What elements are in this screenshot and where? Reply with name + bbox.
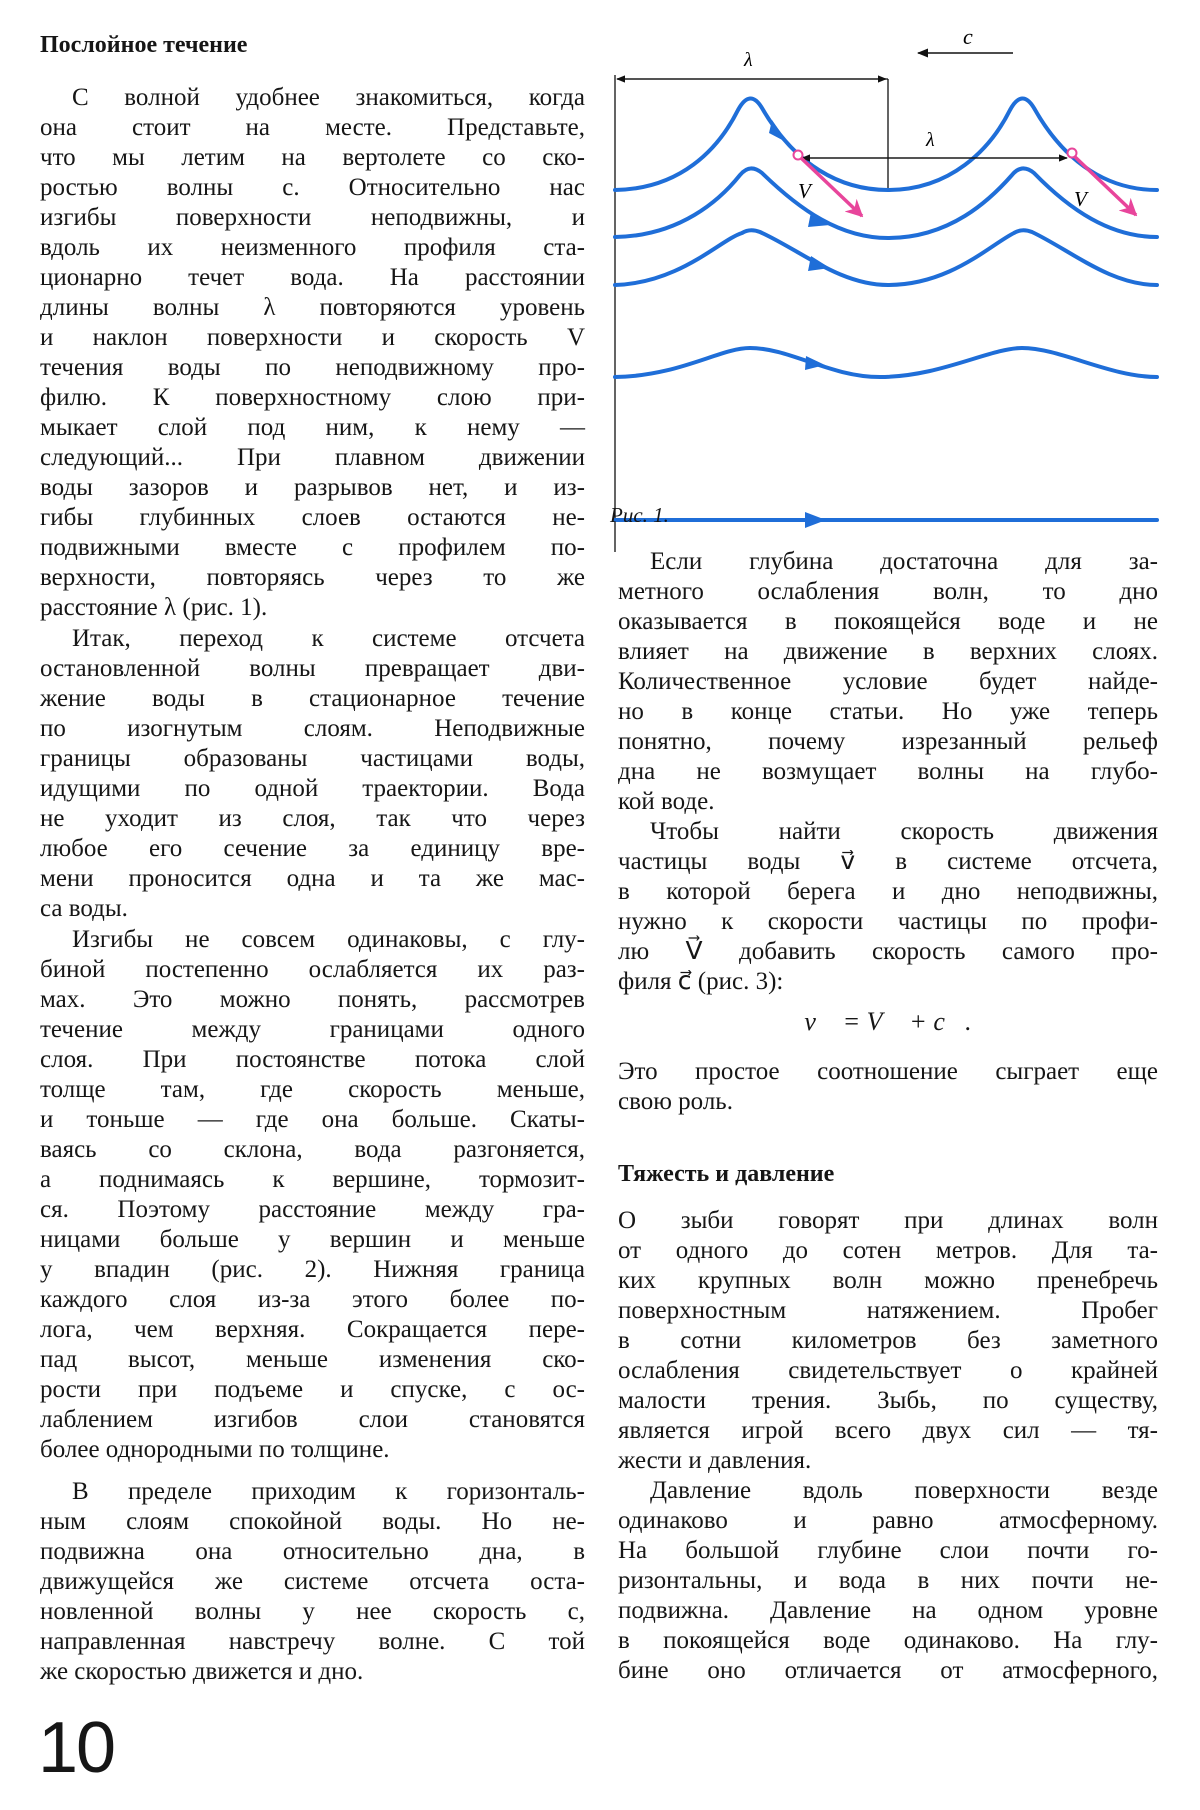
streamline-surface	[615, 98, 1157, 190]
text-line: и наклон поверхности и скорость V	[40, 324, 585, 351]
text-line: филя c⃗ (рис. 3):	[618, 968, 784, 995]
text-line: в которой берега и дно неподвижны,	[618, 878, 1158, 905]
text-line: Давление вдоль поверхности везде	[650, 1477, 1158, 1504]
text-line: изгибы поверхности неподвижны, и	[40, 204, 585, 231]
text-line: а поднимаясь к вершине, тормозит-	[40, 1166, 585, 1193]
text-line: течения воды по неподвижному про-	[40, 354, 585, 381]
figure-caption: Рис. 1.	[610, 503, 669, 527]
page-number: 10	[38, 1708, 115, 1788]
text-line: В пределе приходим к горизонталь-	[72, 1478, 585, 1505]
flow-arrowhead	[805, 512, 826, 528]
text-line: О зыби говорят при длинах волн	[618, 1207, 1158, 1234]
text-line: что мы летим на вертолете со ско-	[40, 144, 585, 171]
text-line: у впадин (рис. 2). Нижняя граница	[40, 1256, 585, 1283]
text-line: Это простое соотношение сыграет еще	[618, 1058, 1158, 1085]
paragraph	[618, 1206, 1158, 1476]
text-line: мени проносится одна и та же мас-	[40, 865, 585, 892]
particle-marker	[1068, 149, 1077, 158]
text-line: вдоль их неизменного профиля ста-	[40, 234, 585, 261]
paragraph	[40, 925, 585, 1465]
text-line: же скоростью движется и дно.	[40, 1658, 364, 1685]
text-line: ких крупных волн можно пренебречь	[618, 1267, 1158, 1294]
text-line: понятно, почему изрезанный рельеф	[618, 728, 1158, 755]
text-line: подвижна она относительно дна, в	[40, 1538, 585, 1565]
text-line: ваясь со склона, вода разгоняется,	[40, 1136, 585, 1163]
text-line: в сотни километров без заметного	[618, 1327, 1158, 1354]
text-line: свою роль.	[618, 1088, 733, 1115]
text-line: нужно к скорости частицы по профи-	[618, 908, 1158, 935]
text-line: биной постепенно ослабляется их раз-	[40, 956, 585, 983]
text-line: поверхностным натяжением. Пробег	[618, 1297, 1158, 1324]
text-line: не уходит из слоя, так что через	[40, 805, 585, 832]
text-line: лю V⃗ добавить скорость самого про-	[618, 938, 1158, 965]
text-line: ционарно течет вода. На расстоянии	[40, 264, 585, 291]
text-line: воды зазоров и разрывов нет, и из-	[40, 474, 585, 501]
text-line: С волной удобнее знакомиться, когда	[72, 84, 585, 111]
text-line: следующий... При плавном движении	[40, 444, 585, 471]
text-line: На большой глубине слои почти го-	[618, 1537, 1158, 1564]
text-line: в покоящейся воде одинаково. На глу-	[618, 1627, 1158, 1654]
paragraph	[40, 624, 585, 924]
text-line: по изогнутым слоям. Неподвижные	[40, 715, 585, 742]
text-line: течение между границами одного	[40, 1016, 585, 1043]
velocity-label: V	[798, 179, 811, 203]
text-line: границы образованы частицами воды,	[40, 745, 585, 772]
figure-streamlines	[0, 0, 1200, 560]
text-line: от одного до сотен метров. Для та-	[618, 1237, 1158, 1264]
text-line: малости трения. Зыбь, по существу,	[618, 1387, 1158, 1414]
text-line: лаблением изгибов слои становятся	[40, 1406, 585, 1433]
text-line: пад высот, меньше изменения ско-	[40, 1346, 585, 1373]
text-line: слоя. При постоянстве потока слой	[40, 1046, 585, 1073]
section-heading-layered-flow: Послойное течение	[40, 32, 248, 58]
text-line: остановленной волны превращает дви-	[40, 655, 585, 682]
text-line: Количественное условие будет найде-	[618, 668, 1158, 695]
text-line: гибы глубинных слоев остаются не-	[40, 504, 585, 531]
text-line: одинаково и равно атмосферному.	[618, 1507, 1158, 1534]
paragraph	[40, 1477, 585, 1687]
text-line: но в конце статьи. Но уже теперь	[618, 698, 1158, 725]
text-line: влияет на движение в верхних слоях.	[618, 638, 1158, 665]
text-line: любое его сечение за единицу вре-	[40, 835, 585, 862]
text-line: каждого слоя из-за этого более по-	[40, 1286, 585, 1313]
text-line: толще там, где скорость меньше,	[40, 1076, 585, 1103]
flow-arrowhead	[808, 212, 830, 227]
text-line: движущейся же системе отсчета оста-	[40, 1568, 585, 1595]
text-line: бине оно отличается от атмосферного,	[618, 1657, 1158, 1684]
text-line: Чтобы найти скорость движения	[650, 818, 1158, 845]
text-line: жение воды в стационарное течение	[40, 685, 585, 712]
text-line: мыкает слой под ним, к нему —	[40, 414, 585, 441]
text-line: расстояние λ (рис. 1).	[40, 594, 268, 621]
lambda-label-top: λ	[744, 49, 753, 71]
text-line: и тоньше — где она больше. Скаты-	[40, 1106, 585, 1133]
text-line: подвижными вместе с профилем по-	[40, 534, 585, 561]
text-line: направленная навстречу волне. С той	[40, 1628, 585, 1655]
text-line: новленной волны у нее скорость c,	[40, 1598, 585, 1625]
text-line: метного ослабления волн, то дно	[618, 578, 1158, 605]
text-line: филю. К поверхностному слою при-	[40, 384, 585, 411]
flow-arrowhead	[769, 120, 788, 143]
text-line: Изгибы не совсем одинаковы, с глу-	[72, 926, 585, 953]
paragraph	[618, 547, 1158, 817]
text-line: частицы воды v⃗ в системе отсчета,	[618, 848, 1158, 875]
particle-marker	[794, 151, 803, 160]
text-line: мах. Это можно понять, рассмотрев	[40, 986, 585, 1013]
lambda-label-middle: λ	[926, 129, 935, 151]
paragraph	[618, 817, 1158, 997]
text-line: является игрой всего двух сил — тя-	[618, 1417, 1158, 1444]
text-line: дна не возмущает волны на глубо-	[618, 758, 1158, 785]
streamline-4	[615, 348, 1157, 377]
paragraph	[618, 1476, 1158, 1686]
text-line: верхности, повторяясь через то же	[40, 564, 585, 591]
paragraph	[618, 1057, 1158, 1117]
vector-formula: v⃗ = V⃗ + c⃗.	[804, 1007, 972, 1036]
text-line: кой воде.	[618, 788, 715, 815]
text-line: ным слоям спокойной воды. Но не-	[40, 1508, 585, 1535]
text-line: Итак, переход к системе отсчета	[72, 625, 585, 652]
text-line: оказывается в покоящейся воде и не	[618, 608, 1158, 635]
text-line: ростью волны c. Относительно нас	[40, 174, 585, 201]
text-line: идущими по одной траектории. Вода	[40, 775, 585, 802]
text-line: ризонтальны, и вода в них почти не-	[618, 1567, 1158, 1594]
text-line: ся. Поэтому расстояние между гра-	[40, 1196, 585, 1223]
text-line: длины волны λ повторяются уровень	[40, 294, 585, 321]
text-line: лога, чем верхняя. Сокращается пере-	[40, 1316, 585, 1343]
velocity-label: V	[1074, 187, 1087, 211]
text-line: ослабления свидетельствует о крайней	[618, 1357, 1158, 1384]
text-line: жести и давления.	[618, 1447, 812, 1474]
text-line: более однородными по толщине.	[40, 1436, 390, 1463]
text-line: она стоит на месте. Представьте,	[40, 114, 585, 141]
wave-speed-label: c	[963, 24, 973, 49]
section-heading-gravity-pressure: Тяжесть и давление	[618, 1161, 835, 1187]
text-line: подвижна. Давление на одном уровне	[618, 1597, 1158, 1624]
text-line: са воды.	[40, 895, 128, 922]
text-line: ницами больше у вершин и меньше	[40, 1226, 585, 1253]
text-line: Если глубина достаточна для за-	[650, 548, 1158, 575]
text-line: рости при подъеме и спуске, с ос-	[40, 1376, 585, 1403]
